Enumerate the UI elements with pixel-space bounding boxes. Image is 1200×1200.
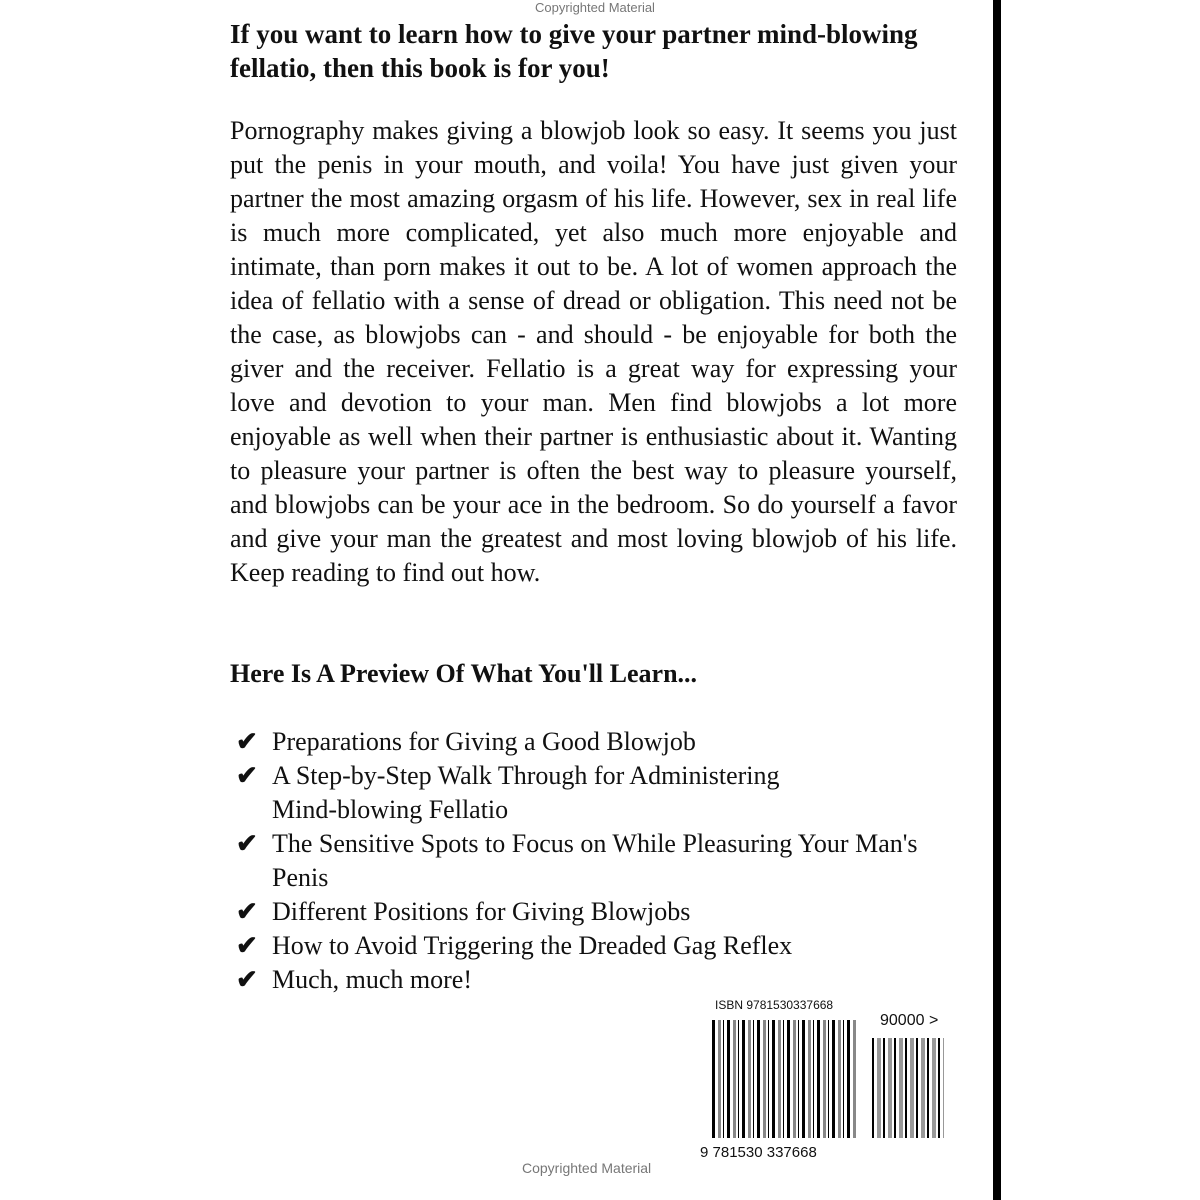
list-item: ✔ Different Positions for Giving Blowjobs bbox=[236, 895, 996, 929]
list-item: ✔ The Sensitive Spots to Focus on While Pleasuring Your Man's Penis bbox=[236, 829, 918, 892]
check-icon: ✔ bbox=[236, 727, 258, 756]
check-icon: ✔ bbox=[236, 829, 258, 858]
preview-list bbox=[236, 725, 996, 997]
list-item: ✔ Much, much more! bbox=[236, 963, 692, 997]
list-item: ✔ Preparations for Giving a Good Blowjob bbox=[236, 725, 996, 759]
check-icon: ✔ bbox=[236, 761, 258, 790]
watermark-bottom: Copyrighted Material bbox=[522, 1160, 652, 1176]
price-code: 90000 > bbox=[880, 1012, 939, 1029]
check-icon: ✔ bbox=[236, 965, 258, 994]
list-item: ✔ How to Avoid Triggering the Dreaded Gag Reflex bbox=[236, 929, 996, 963]
spine-edge bbox=[993, 0, 1001, 1200]
isbn-digits: 9 781530 337668 bbox=[700, 1144, 817, 1161]
isbn-barcode bbox=[700, 998, 960, 1168]
headline: If you want to learn how to give your partner mind-blowing fellatio, then this book is for you! bbox=[230, 19, 918, 83]
description-paragraph: Pornography makes giving a blowjob look so easy. It seems you just put the penis in your mouth, and voila! You have just given your partner the most amazing orgasm of his life. However, sex in real life is much more complicated, yet also much more enjoyable and intimate, than porn makes it out to be. A lot of women approach the idea of fellatio with a sense of dread or obligation. This need not be the case, as blowjobs can - and should - be enjoyable for both the giver and the receiver. Fellatio is a great way for expressing your love and devotion to your man. Men find blowjobs a lot more enjoyable as well when their partner is enthusiastic about it. Wanting to pleasure your partner is often the best way to pleasure yourself, and blowjobs can be your ace in the bedroom. So do yourself a favor and give your man the greatest and most loving blowjob of his life. Keep reading to find out how. bbox=[230, 116, 957, 587]
barcode-bars bbox=[712, 1020, 857, 1138]
check-icon: ✔ bbox=[236, 897, 258, 926]
price-barcode-bars bbox=[872, 1038, 944, 1138]
check-icon: ✔ bbox=[236, 931, 258, 960]
preview-subheading: Here Is A Preview Of What You'll Learn... bbox=[230, 659, 698, 688]
list-item: ✔ A Step-by-Step Walk Through for Administering Mind-blowing Fellatio bbox=[236, 761, 780, 824]
watermark-top: Copyrighted Material bbox=[535, 0, 655, 15]
isbn-label: ISBN 9781530337668 bbox=[715, 998, 834, 1012]
